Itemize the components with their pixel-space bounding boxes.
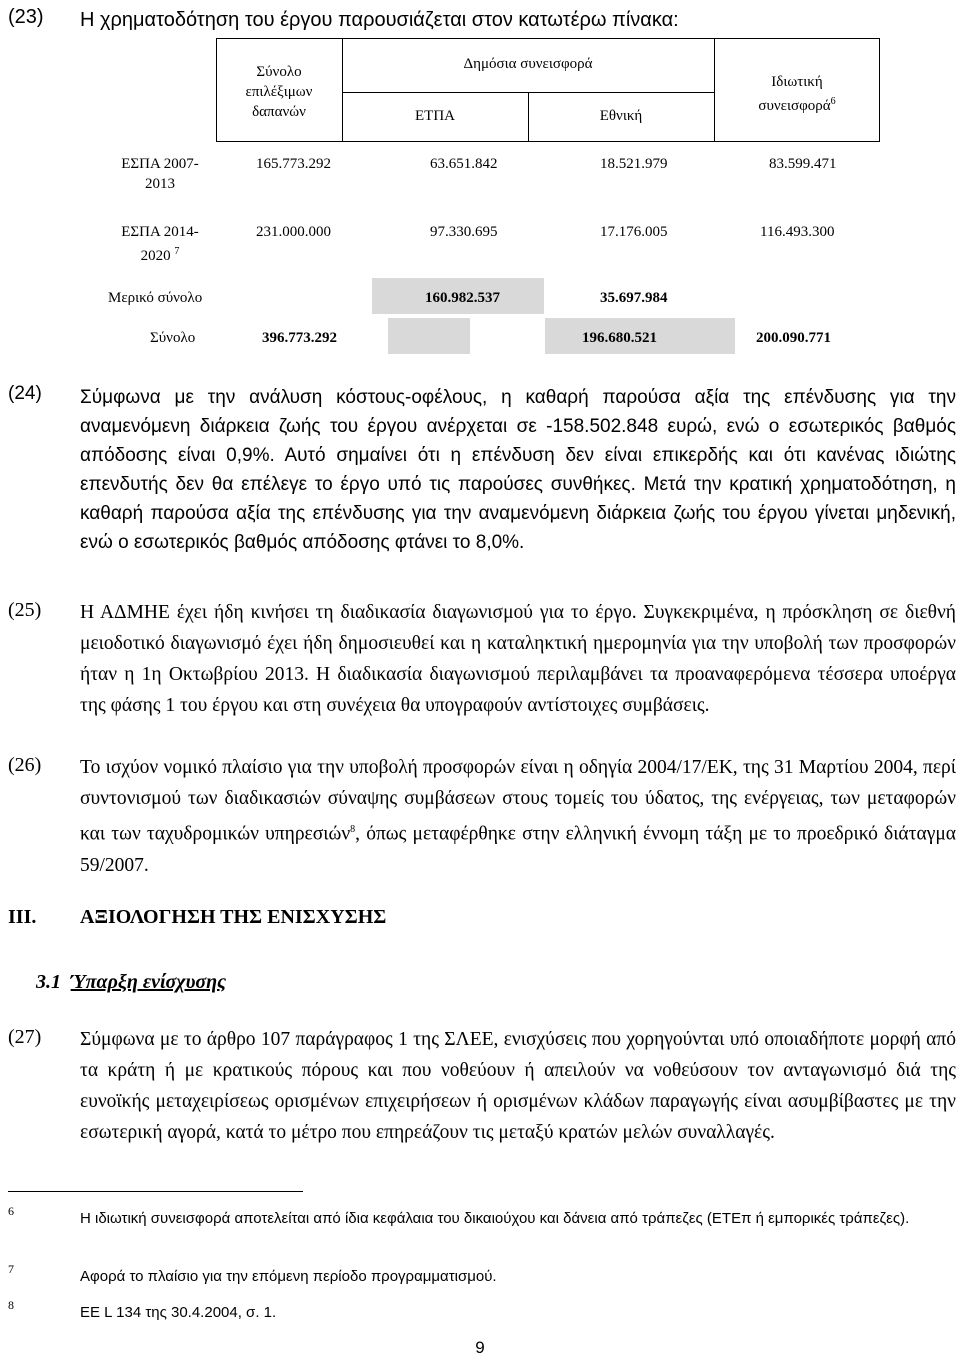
footnote-separator xyxy=(8,1191,303,1192)
paragraph-text: Το ισχύον νομικό πλαίσιο για την υποβολή προσφορών είναι η οδηγία 2004/17/ΕΚ, της 31 Μαρτίου 2004, περί συντονισμού των διαδικασιών σύναψης συμβάσεων στους τομείς του ύδατος, της ενέργειας, των μεταφορών και των ταχυδρομικών υπηρεσιών$^8$, όπως μεταφέρθηκε στην ελληνική έννομη τάξη με το προεδρικό διάταγμα 59/2007. xyxy=(80,757,956,876)
total-label: Σύνολο xyxy=(150,330,196,346)
page-number: 9 xyxy=(475,1338,485,1357)
cell-national: 18.521.979 xyxy=(600,156,668,172)
cell-national: 17.176.005 xyxy=(600,224,668,240)
subtotal-national: 35.697.984 xyxy=(600,290,668,306)
header-private: Ιδιωτική συνεισφορά$^6$ xyxy=(758,74,836,114)
paragraph-number: (23) xyxy=(8,6,44,28)
cell-total: 165.773.292 xyxy=(256,156,331,172)
row-label: ΕΣΠΑ 2014- 2020 $^7$ xyxy=(121,224,199,264)
subsection-heading xyxy=(36,971,226,994)
header-etpa: ΕΤΠΑ xyxy=(415,108,455,124)
total-amount: 396.773.292 xyxy=(262,330,337,346)
funding-table xyxy=(0,38,960,378)
paragraph-text: Σύμφωνα με την ανάλυση κόστους-οφέλους, η καθαρή παρούσα αξία της επένδυσης για την αναμενόμενη διάρκεια ζωής του έργου ανέρχεται σε -158.502.848 ευρώ, ενώ ο εσωτερικός βαθμός απόδοσης είναι 0,9%. Αυτό σημαίνει ότι η επένδυση δεν είναι επικερδής και ότι κανένας ιδιώτης επενδυτής δεν θα επέλεγε το έργο υπό τις παρούσες συνθήκες. Μετά την κρατική χρηματοδότηση, η καθαρή παρούσα αξία της επένδυσης για την αναμενόμενη διάρκεια ζωής του έργου γίνεται μηδενική, ενώ ο εσωτερικός βαθμός απόδοσης φτάνει το 8,0%. xyxy=(80,387,956,553)
paragraph-text: Η ΑΔΜΗΕ έχει ήδη κινήσει τη διαδικασία διαγωνισμού για το έργο. Συγκεκριμένα, η πρόσκληση σε διεθνή μειοδοτικό διαγωνισμό έχει ήδη δημοσιευθεί και η καταληκτική ημερομηνία για την υποβολή των προσφορών ήταν η 1η Οκτωβρίου 2013. Η διαδικασία διαγωνισμού περιλαμβάνει τα προαναφερόμενα τέσσερα υποέργα της φάσης 1 του έργου και στη συνέχεια θα υπογραφούν αντίστοιχες συμβάσεις. xyxy=(80,602,956,716)
grandtotal-shade xyxy=(388,318,470,354)
total-private: 200.090.771 xyxy=(756,330,831,346)
row-label: ΕΣΠΑ 2007- 2013 xyxy=(121,156,199,192)
footnote-number: 6 xyxy=(8,1204,14,1218)
cell-etpa: 97.330.695 xyxy=(430,224,498,240)
footnote-text: Αφορά το πλαίσιο για την επόμενη περίοδο προγραμματισμού. xyxy=(80,1268,497,1285)
subsection-number: 3.1 xyxy=(36,971,61,993)
subsection-title: Ύπαρξη ενίσχυσης xyxy=(70,971,227,993)
section-title: ΑΞΙΟΛΟΓΗΣΗ ΤΗΣ ΕΝΙΣΧΥΣΗΣ xyxy=(80,906,387,928)
header-total: Σύνολο επιλέξιμων δαπανών xyxy=(245,64,313,120)
paragraph-text: Σύμφωνα με το άρθρο 107 παράγραφος 1 της ΣΛΕΕ, ενισχύσεις που χορηγούνται υπό οποιαδήποτε μορφή από τα κράτη ή με κρατικούς πόρους και που νοθεύουν ή απειλούν να νοθεύσουν τον ανταγωνισμό διά της ευνοϊκής μεταχειρίσεως ορισμένων επιχειρήσεων ή ορισμένων κλάδων παραγωγής είναι ασυμβίβαστες με την εσωτερική αγορά, κατά το μέτρο που επηρεάζουν τις μεταξύ κρατών μελών συναλλαγές. xyxy=(80,1029,956,1143)
footnote-text: ΕΕ L 134 της 30.4.2004, σ. 1. xyxy=(80,1304,277,1321)
cell-etpa: 63.651.842 xyxy=(430,156,498,172)
cell-private: 83.599.471 xyxy=(769,156,837,172)
header-national: Εθνική xyxy=(599,108,643,124)
paragraph-number: (27) xyxy=(8,1026,42,1048)
footnote-number: 7 xyxy=(8,1262,14,1276)
paragraph-number: (26) xyxy=(8,754,42,776)
subtotal-label: Μερικό σύνολο xyxy=(108,290,203,306)
section-number: III. xyxy=(8,906,37,928)
footnote-number: 8 xyxy=(8,1298,14,1312)
paragraph-number: (25) xyxy=(8,599,42,621)
header-public: Δημόσια συνεισφορά xyxy=(463,56,593,72)
paragraph-number: (24) xyxy=(8,383,42,404)
footnote-text: Η ιδιωτική συνεισφορά αποτελείται από ίδια κεφάλαια του δικαιούχου και δάνεια από τράπεζες (ΕΤΕπ ή εμπορικές τράπεζες). xyxy=(80,1210,910,1227)
subtotal-etpa: 160.982.537 xyxy=(425,290,500,306)
paragraph-text: Η χρηματοδότηση του έργου παρουσιάζεται στον κατωτέρω πίνακα: xyxy=(80,9,679,31)
cell-total: 231.000.000 xyxy=(256,224,331,240)
total-public: 196.680.521 xyxy=(582,330,657,346)
cell-private: 116.493.300 xyxy=(760,224,835,240)
